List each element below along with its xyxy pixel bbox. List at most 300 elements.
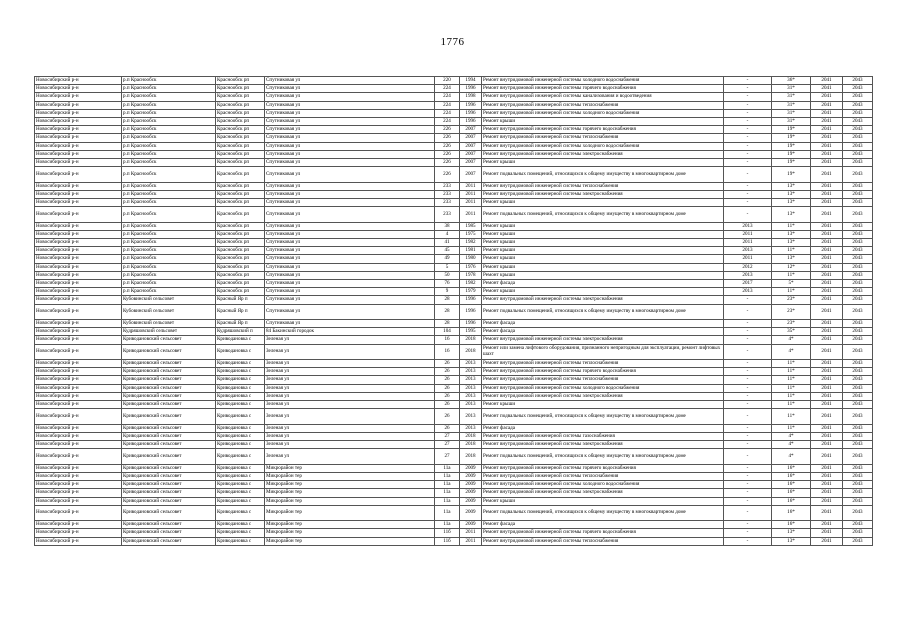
build-year-cell: 1982	[460, 279, 482, 287]
period-start-cell: 2041	[811, 158, 843, 166]
build-year-cell: 2013	[460, 401, 482, 409]
municipality-cell: Новосибирский р-н	[35, 401, 122, 409]
work-type-cell: Ремонт крыши	[482, 158, 724, 166]
build-year-cell: 2007	[460, 142, 482, 150]
house-number-cell: 16	[435, 336, 460, 344]
cost-cell: -	[724, 336, 772, 344]
street-cell: Спутниковая ул	[265, 167, 435, 183]
table-row	[35, 505, 873, 521]
build-year-cell: 1998	[460, 93, 482, 101]
municipality-cell: Новосибирский р-н	[35, 85, 122, 93]
municipality-cell: Новосибирский р-н	[35, 109, 122, 117]
municipality-cell: Новосибирский р-н	[35, 288, 122, 296]
build-year-cell: 2018	[460, 344, 482, 360]
table-row	[35, 101, 873, 109]
work-type-cell: Ремонт внутридомовой инженерной системы холодного водоснабжения	[482, 384, 724, 392]
locality-cell: Криводановка с	[216, 449, 265, 465]
settlement-cell: р.п Краснообск	[122, 167, 216, 183]
period-start-cell: 2041	[811, 481, 843, 489]
settlement-cell: Криводановский сельсовет	[122, 424, 216, 432]
cost-cell: -	[724, 77, 772, 85]
cost-cell: -	[724, 529, 772, 537]
floors-cell: 11*	[772, 368, 811, 376]
municipality-cell: Новосибирский р-н	[35, 424, 122, 432]
house-number-cell: 104	[435, 328, 460, 336]
floors-cell: 13*	[772, 230, 811, 238]
cost-cell: -	[724, 85, 772, 93]
work-type-cell: Ремонт внутридомовой инженерной системы горячего водоснабжения	[482, 126, 724, 134]
house-number-cell: 226	[435, 167, 460, 183]
street-cell: Зеленая ул	[265, 432, 435, 440]
street-cell: Спутниковая ул	[265, 239, 435, 247]
period-start-cell: 2041	[811, 167, 843, 183]
settlement-cell: Кубовинский сельсовет	[122, 320, 216, 328]
house-number-cell: 26	[435, 360, 460, 368]
build-year-cell: 1975	[460, 230, 482, 238]
build-year-cell: 1979	[460, 288, 482, 296]
municipality-cell: Новосибирский р-н	[35, 263, 122, 271]
street-cell: Микрорайон тер	[265, 481, 435, 489]
table-row	[35, 521, 873, 529]
work-type-cell: Ремонт внутридомовой инженерной системы холодного водоснабжения	[482, 109, 724, 117]
locality-cell: Краснообск рп	[216, 190, 265, 198]
floors-cell: 11*	[772, 384, 811, 392]
street-cell: Зеленая ул	[265, 409, 435, 425]
house-number-cell: 26	[435, 424, 460, 432]
cost-cell: -	[724, 328, 772, 336]
settlement-cell: р.п Краснообск	[122, 230, 216, 238]
period-start-cell: 2041	[811, 117, 843, 125]
house-number-cell: 27	[435, 441, 460, 449]
period-start-cell: 2041	[811, 77, 843, 85]
cost-cell: 2013	[724, 222, 772, 230]
floors-cell: 13*	[772, 190, 811, 198]
cost-cell: -	[724, 368, 772, 376]
table-row	[35, 85, 873, 93]
cost-cell: -	[724, 150, 772, 158]
build-year-cell: 2018	[460, 441, 482, 449]
locality-cell: Краснообск рп	[216, 271, 265, 279]
locality-cell: Краснообск рп	[216, 255, 265, 263]
table-row	[35, 296, 873, 304]
build-year-cell: 2007	[460, 167, 482, 183]
house-number-cell: 11а	[435, 497, 460, 505]
cost-cell: -	[724, 142, 772, 150]
settlement-cell: Кубовинский сельсовет	[122, 304, 216, 320]
municipality-cell: Новосибирский р-н	[35, 505, 122, 521]
floors-cell: 13*	[772, 198, 811, 206]
settlement-cell: Кубовинский сельсовет	[122, 296, 216, 304]
locality-cell: Криводановка с	[216, 401, 265, 409]
locality-cell: Краснообск рп	[216, 85, 265, 93]
floors-cell: 12*	[772, 263, 811, 271]
period-start-cell: 2041	[811, 230, 843, 238]
cost-cell: 2013	[724, 271, 772, 279]
work-type-cell: Ремонт внутридомовой инженерной системы электроснабжения	[482, 489, 724, 497]
cost-cell: 2013	[724, 247, 772, 255]
floors-cell: 4*	[772, 432, 811, 440]
work-type-cell: Ремонт подвальных помещений, относящихся к общему имуществу в многоквартирном доме	[482, 409, 724, 425]
house-number-cell: 4	[435, 230, 460, 238]
floors-cell: 11*	[772, 409, 811, 425]
settlement-cell: р.п Краснообск	[122, 279, 216, 287]
settlement-cell: р.п Краснообск	[122, 288, 216, 296]
locality-cell: Краснообск рп	[216, 167, 265, 183]
street-cell: Зеленая ул	[265, 344, 435, 360]
period-start-cell: 2041	[811, 497, 843, 505]
municipality-cell: Новосибирский р-н	[35, 384, 122, 392]
cost-cell: -	[724, 472, 772, 480]
table-row	[35, 142, 873, 150]
locality-cell: Краснообск рп	[216, 158, 265, 166]
period-end-cell: 2043	[843, 481, 873, 489]
cost-cell: 2011	[724, 230, 772, 238]
floors-cell: 16*	[772, 464, 811, 472]
house-number-cell: 224	[435, 101, 460, 109]
period-start-cell: 2041	[811, 424, 843, 432]
build-year-cell: 1996	[460, 320, 482, 328]
period-start-cell: 2041	[811, 449, 843, 465]
floors-cell: 4*	[772, 441, 811, 449]
period-start-cell: 2041	[811, 134, 843, 142]
settlement-cell: р.п Краснообск	[122, 150, 216, 158]
build-year-cell: 1978	[460, 271, 482, 279]
floors-cell: 16*	[772, 472, 811, 480]
cost-cell: -	[724, 505, 772, 521]
period-start-cell: 2041	[811, 472, 843, 480]
period-end-cell: 2043	[843, 288, 873, 296]
table-row	[35, 126, 873, 134]
build-year-cell: 2009	[460, 481, 482, 489]
municipality-cell: Новосибирский р-н	[35, 441, 122, 449]
period-start-cell: 2041	[811, 336, 843, 344]
floors-cell: 36*	[772, 77, 811, 85]
floors-cell: 11*	[772, 401, 811, 409]
build-year-cell: 2009	[460, 464, 482, 472]
work-type-cell: Ремонт внутридомовой инженерной системы горячего водоснабжения	[482, 85, 724, 93]
table-row	[35, 109, 873, 117]
work-type-cell: Ремонт крыши	[482, 401, 724, 409]
period-end-cell: 2043	[843, 537, 873, 545]
settlement-cell: р.п Краснообск	[122, 142, 216, 150]
municipality-cell: Новосибирский р-н	[35, 167, 122, 183]
locality-cell: Криводановка с	[216, 368, 265, 376]
period-start-cell: 2041	[811, 320, 843, 328]
cost-cell: -	[724, 424, 772, 432]
street-cell: Спутниковая ул	[265, 230, 435, 238]
period-end-cell: 2043	[843, 336, 873, 344]
floors-cell: 31*	[772, 93, 811, 101]
period-start-cell: 2041	[811, 85, 843, 93]
house-number-cell: 224	[435, 85, 460, 93]
work-type-cell: Ремонт внутридомовой инженерной системы электроснабжения	[482, 336, 724, 344]
house-number-cell: 11а	[435, 489, 460, 497]
house-number-cell: 226	[435, 126, 460, 134]
period-end-cell: 2043	[843, 198, 873, 206]
period-end-cell: 2043	[843, 449, 873, 465]
period-start-cell: 2041	[811, 101, 843, 109]
municipality-cell: Новосибирский р-н	[35, 368, 122, 376]
municipality-cell: Новосибирский р-н	[35, 77, 122, 85]
table-row	[35, 198, 873, 206]
period-end-cell: 2043	[843, 126, 873, 134]
street-cell: Микрорайон тер	[265, 521, 435, 529]
table-row	[35, 150, 873, 158]
period-end-cell: 2043	[843, 344, 873, 360]
settlement-cell: р.п Краснообск	[122, 198, 216, 206]
street-cell: Спутниковая ул	[265, 101, 435, 109]
table-row	[35, 336, 873, 344]
municipality-cell: Новосибирский р-н	[35, 142, 122, 150]
floors-cell: 11*	[772, 222, 811, 230]
period-start-cell: 2041	[811, 464, 843, 472]
house-number-cell: 49	[435, 255, 460, 263]
street-cell: 84 Бакинский городок	[265, 328, 435, 336]
period-end-cell: 2043	[843, 190, 873, 198]
street-cell: Зеленая ул	[265, 336, 435, 344]
table-row	[35, 497, 873, 505]
build-year-cell: 1996	[460, 85, 482, 93]
house-number-cell: 26	[435, 401, 460, 409]
house-number-cell: 26	[435, 384, 460, 392]
work-type-cell: Ремонт фасада	[482, 424, 724, 432]
floors-cell: 31*	[772, 109, 811, 117]
work-type-cell: Ремонт внутридомовой инженерной системы электроснабжения	[482, 441, 724, 449]
work-type-cell: Ремонт внутридомовой инженерной системы электроснабжения	[482, 190, 724, 198]
build-year-cell: 1976	[460, 263, 482, 271]
municipality-cell: Новосибирский р-н	[35, 255, 122, 263]
street-cell: Спутниковая ул	[265, 263, 435, 271]
house-number-cell: 11б	[435, 537, 460, 545]
period-end-cell: 2043	[843, 304, 873, 320]
build-year-cell: 1996	[460, 109, 482, 117]
work-type-cell: Ремонт крыши	[482, 198, 724, 206]
period-end-cell: 2043	[843, 472, 873, 480]
cost-cell: -	[724, 207, 772, 223]
house-number-cell: 226	[435, 150, 460, 158]
period-end-cell: 2043	[843, 521, 873, 529]
period-start-cell: 2041	[811, 198, 843, 206]
street-cell: Зеленая ул	[265, 392, 435, 400]
work-type-cell: Ремонт фасада	[482, 320, 724, 328]
period-start-cell: 2041	[811, 296, 843, 304]
table-row	[35, 247, 873, 255]
table-row	[35, 392, 873, 400]
build-year-cell: 1980	[460, 255, 482, 263]
period-start-cell: 2041	[811, 537, 843, 545]
municipality-cell: Новосибирский р-н	[35, 529, 122, 537]
locality-cell: Криводановка с	[216, 505, 265, 521]
table-row	[35, 401, 873, 409]
municipality-cell: Новосибирский р-н	[35, 449, 122, 465]
cost-cell: -	[724, 409, 772, 425]
settlement-cell: р.п Краснообск	[122, 77, 216, 85]
cost-cell: -	[724, 134, 772, 142]
street-cell: Зеленая ул	[265, 368, 435, 376]
work-type-cell: Ремонт крыши	[482, 239, 724, 247]
work-type-cell: Ремонт или замена лифтового оборудования, признанного непригодным для эксплуатации, ремонт лифтовых шахт	[482, 344, 724, 360]
work-type-cell: Ремонт подвальных помещений, относящихся к общему имуществу в многоквартирном доме	[482, 207, 724, 223]
cost-cell: -	[724, 392, 772, 400]
settlement-cell: Криводановский сельсовет	[122, 505, 216, 521]
street-cell: Спутниковая ул	[265, 279, 435, 287]
locality-cell: Красный Яр п	[216, 296, 265, 304]
work-type-cell: Ремонт крыши	[482, 117, 724, 125]
work-type-cell: Ремонт внутридомовой инженерной системы теплоснабжения	[482, 360, 724, 368]
table-row	[35, 376, 873, 384]
settlement-cell: Криводановский сельсовет	[122, 401, 216, 409]
table-row	[35, 449, 873, 465]
street-cell: Спутниковая ул	[265, 288, 435, 296]
house-number-cell: 233	[435, 190, 460, 198]
house-number-cell: 224	[435, 93, 460, 101]
locality-cell: Краснообск рп	[216, 247, 265, 255]
cost-cell: -	[724, 190, 772, 198]
floors-cell: 11*	[772, 376, 811, 384]
period-end-cell: 2043	[843, 409, 873, 425]
street-cell: Микрорайон тер	[265, 472, 435, 480]
table-row	[35, 271, 873, 279]
settlement-cell: Кудряшовский сельсовет	[122, 328, 216, 336]
house-number-cell: 76	[435, 279, 460, 287]
work-type-cell: Ремонт подвальных помещений, относящихся к общему имуществу в многоквартирном доме	[482, 449, 724, 465]
period-end-cell: 2043	[843, 328, 873, 336]
house-number-cell: 26	[435, 368, 460, 376]
build-year-cell: 2013	[460, 360, 482, 368]
table-row	[35, 117, 873, 125]
work-type-cell: Ремонт крыши	[482, 230, 724, 238]
settlement-cell: Криводановский сельсовет	[122, 489, 216, 497]
build-year-cell: 2013	[460, 409, 482, 425]
period-end-cell: 2043	[843, 296, 873, 304]
locality-cell: Краснообск рп	[216, 150, 265, 158]
locality-cell: Краснообск рп	[216, 288, 265, 296]
house-number-cell: 41	[435, 239, 460, 247]
house-number-cell: 28	[435, 304, 460, 320]
settlement-cell: р.п Краснообск	[122, 182, 216, 190]
floors-cell: 23*	[772, 320, 811, 328]
table-row	[35, 255, 873, 263]
table-row	[35, 489, 873, 497]
period-end-cell: 2043	[843, 368, 873, 376]
municipality-cell: Новосибирский р-н	[35, 239, 122, 247]
locality-cell: Краснообск рп	[216, 222, 265, 230]
locality-cell: Краснообск рп	[216, 198, 265, 206]
locality-cell: Красный Яр п	[216, 304, 265, 320]
build-year-cell: 2007	[460, 134, 482, 142]
period-end-cell: 2043	[843, 529, 873, 537]
locality-cell: Криводановка с	[216, 481, 265, 489]
period-end-cell: 2043	[843, 320, 873, 328]
period-start-cell: 2041	[811, 344, 843, 360]
house-number-cell: 233	[435, 207, 460, 223]
period-end-cell: 2043	[843, 150, 873, 158]
work-type-cell: Ремонт внутридомовой инженерной системы электроснабжения	[482, 296, 724, 304]
build-year-cell: 2013	[460, 392, 482, 400]
cost-cell: 2017	[724, 279, 772, 287]
period-start-cell: 2041	[811, 239, 843, 247]
floors-cell: 11*	[772, 271, 811, 279]
build-year-cell: 1996	[460, 117, 482, 125]
cost-cell: 2012	[724, 263, 772, 271]
cost-cell: -	[724, 537, 772, 545]
period-end-cell: 2043	[843, 247, 873, 255]
work-type-cell: Ремонт внутридомовой инженерной системы теплоснабжения	[482, 101, 724, 109]
cost-cell: -	[724, 109, 772, 117]
work-type-cell: Ремонт подвальных помещений, относящихся к общему имуществу в многоквартирном доме	[482, 167, 724, 183]
settlement-cell: р.п Краснообск	[122, 255, 216, 263]
table-row	[35, 279, 873, 287]
settlement-cell: р.п Краснообск	[122, 190, 216, 198]
period-start-cell: 2041	[811, 368, 843, 376]
house-number-cell: 226	[435, 134, 460, 142]
municipality-cell: Новосибирский р-н	[35, 190, 122, 198]
work-type-cell: Ремонт крыши	[482, 255, 724, 263]
locality-cell: Краснообск рп	[216, 207, 265, 223]
table-row	[35, 190, 873, 198]
work-type-cell: Ремонт крыши	[482, 247, 724, 255]
locality-cell: Криводановка с	[216, 521, 265, 529]
floors-cell: 19*	[772, 126, 811, 134]
municipality-cell: Новосибирский р-н	[35, 271, 122, 279]
locality-cell: Краснообск рп	[216, 93, 265, 101]
build-year-cell: 1985	[460, 222, 482, 230]
street-cell: Микрорайон тер	[265, 529, 435, 537]
municipality-cell: Новосибирский р-н	[35, 222, 122, 230]
cost-cell: -	[724, 198, 772, 206]
street-cell: Микрорайон тер	[265, 464, 435, 472]
period-start-cell: 2041	[811, 441, 843, 449]
period-start-cell: 2041	[811, 328, 843, 336]
floors-cell: 13*	[772, 182, 811, 190]
build-year-cell: 2007	[460, 126, 482, 134]
settlement-cell: р.п Краснообск	[122, 126, 216, 134]
period-end-cell: 2043	[843, 207, 873, 223]
house-number-cell: 233	[435, 182, 460, 190]
table-row	[35, 368, 873, 376]
locality-cell: Криводановка с	[216, 360, 265, 368]
table-row	[35, 537, 873, 545]
settlement-cell: р.п Краснообск	[122, 158, 216, 166]
build-year-cell: 2011	[460, 537, 482, 545]
municipality-cell: Новосибирский р-н	[35, 158, 122, 166]
street-cell: Спутниковая ул	[265, 117, 435, 125]
cost-cell: -	[724, 521, 772, 529]
build-year-cell: 2018	[460, 432, 482, 440]
work-type-cell: Ремонт подвальных помещений, относящихся к общему имуществу в многоквартирном доме	[482, 505, 724, 521]
settlement-cell: Криводановский сельсовет	[122, 432, 216, 440]
settlement-cell: р.п Краснообск	[122, 117, 216, 125]
floors-cell: 11*	[772, 392, 811, 400]
build-year-cell: 2011	[460, 207, 482, 223]
build-year-cell: 2011	[460, 190, 482, 198]
period-end-cell: 2043	[843, 167, 873, 183]
locality-cell: Краснообск рп	[216, 126, 265, 134]
locality-cell: Кудряшовский п	[216, 328, 265, 336]
house-number-cell: 11а	[435, 505, 460, 521]
repair-schedule-table	[34, 76, 873, 546]
floors-cell: 31*	[772, 101, 811, 109]
period-start-cell: 2041	[811, 392, 843, 400]
house-number-cell: 226	[435, 142, 460, 150]
locality-cell: Криводановка с	[216, 497, 265, 505]
floors-cell: 13*	[772, 537, 811, 545]
settlement-cell: Криводановский сельсовет	[122, 497, 216, 505]
work-type-cell: Ремонт внутридомовой инженерной системы электроснабжения	[482, 150, 724, 158]
settlement-cell: Криводановский сельсовет	[122, 441, 216, 449]
cost-cell: -	[724, 126, 772, 134]
work-type-cell: Ремонт внутридомовой инженерной системы теплоснабжения	[482, 182, 724, 190]
